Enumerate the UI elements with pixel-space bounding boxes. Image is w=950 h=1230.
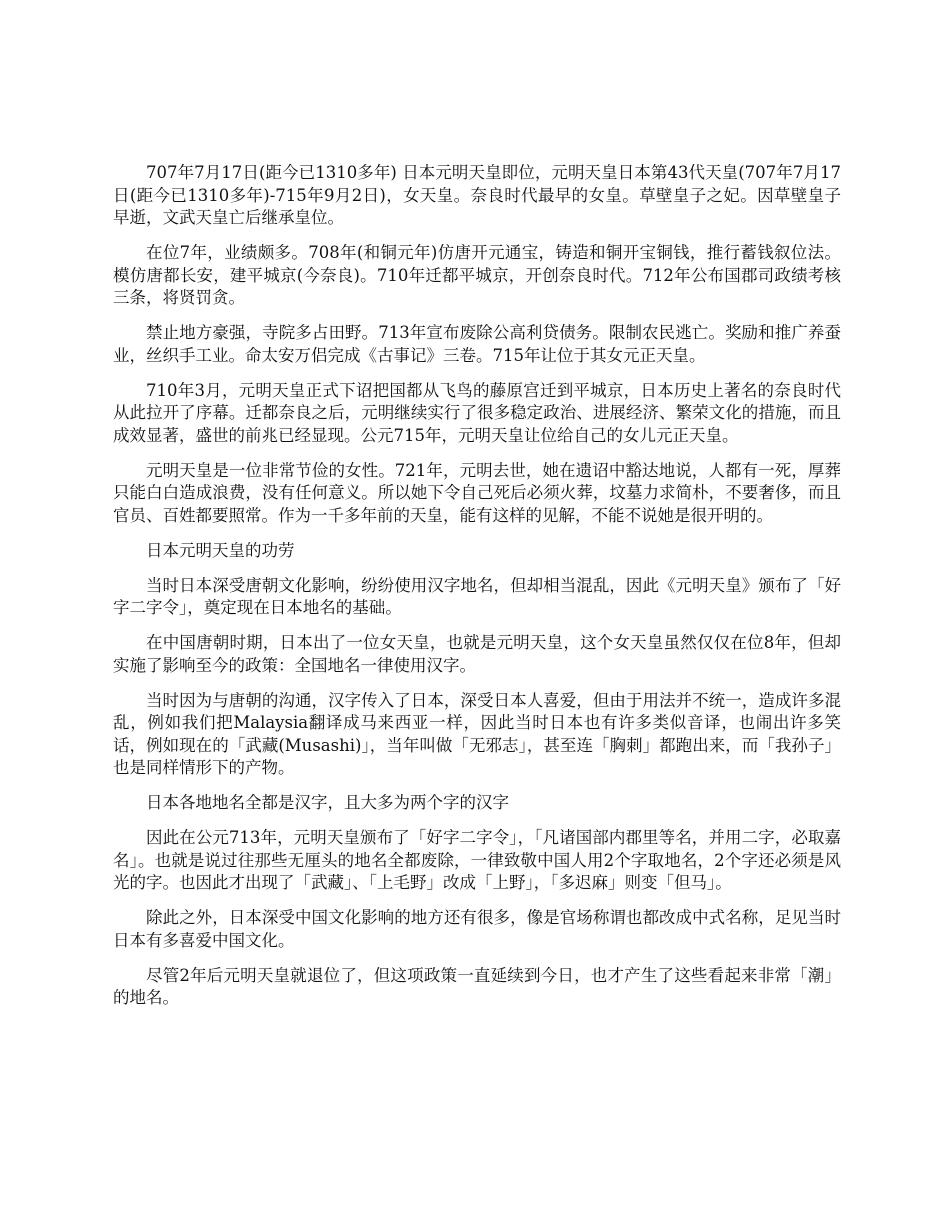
- paragraph-chinese-influence: 除此之外，日本深受中国文化影响的地方还有很多，像是官场称谓也都改成中式名称，足见当时日本有多喜爱中国文化。: [113, 908, 841, 950]
- paragraph-legacy: 尽管2年后元明天皇就退位了，但这项政策一直延续到今日，也才产生了这些看起来非常「潮」的地名。: [113, 965, 841, 1007]
- section-heading-merits: 日本元明天皇的功劳: [146, 540, 295, 560]
- paragraph-frugality: 元明天皇是一位非常节俭的女性。721年，元明去世，她在遗诏中豁达地说，人都有一死，厚葬只能白白造成浪费，没有任何意义。所以她下令自己死后必须火葬，坟墓力求简朴，不要奢侈，而且官员、百姓都要照常。作为一千多年前的天皇，能有这样的见解，不能不说她是很开明的。: [113, 460, 841, 525]
- document-body: [113, 162, 841, 1022]
- paragraph-achievements: 在位7年，业绩颇多。708年(和铜元年)仿唐开元通宝，铸造和铜开宝铜钱，推行蓄钱叙位法。模仿唐都长安，建平城京(今奈良)。710年迁都平城京，开创奈良时代。712年公布国郡司政绩考核三条，将贤罚贪。: [113, 243, 841, 307]
- paragraph-female-emperor: 在中国唐朝时期，日本出了一位女天皇，也就是元明天皇，这个女天皇虽然仅仅在位8年，但却实施了影响至今的政策：全国地名一律使用汉字。: [113, 633, 841, 675]
- paragraph-place-names-intro: 当时日本深受唐朝文化影响，纷纷使用汉字地名，但却相当混乱，因此《元明天皇》颁布了「好字二字令」，奠定现在日本地名的基础。: [113, 575, 841, 617]
- section-heading-two-characters: 日本各地地名全都是汉字，且大多为两个字的汉字: [146, 793, 509, 812]
- paragraph-two-character-decree: 因此在公元713年，元明天皇颁布了「好字二字令」，「凡诸国部内郡里等名，并用二字，必取嘉名」。也就是说过往那些无厘头的地名全都废除，一律致敬中国人用2个字取地名，2个字还必须是风光的字。也因此才出现了「武藏」、「上毛野」改成「上野」，「多迟麻」则变「但马」。: [113, 828, 841, 892]
- paragraph-transliteration: 当时因为与唐朝的沟通，汉字传入了日本，深受日本人喜爱，但由于用法并不统一，造成许多混乱，例如我们把Malaysia翻译成马来西亚一样，因此当时日本也有许多类似音译，也闹出许多笑话，例如现在的「武藏(Musashi)」，当年叫做「无邪志」，甚至连「胸刺」都跑出来，而「我孙子」也是同样情形下的产物。: [113, 690, 841, 777]
- paragraph-accession: 707年7月17日(距今已1310多年) 日本元明天皇即位，元明天皇日本第43代天皇(707年7月17日(距今已1310多年)-715年9月2日)，女天皇。奈良时代最早的女皇。草壁皇子之妃。因草壁皇子早逝，文武天皇亡后继承皇位。: [113, 163, 841, 227]
- paragraph-policies: 禁止地方豪强，寺院多占田野。713年宣布废除公高利贷债务。限制农民逃亡。奖励和推广养蚕业，丝织手工业。命太安万侣完成《古事记》三卷。715年让位于其女元正天皇。: [113, 323, 841, 365]
- paragraph-capital-move: 710年3月，元明天皇正式下诏把国都从飞鸟的藤原宫迁到平城京，日本历史上著名的奈良时代从此拉开了序幕。迁都奈良之后，元明继续实行了很多稳定政治、进展经济、繁荣文化的措施，而且成效显著，盛世的前兆已经显现。公元715年，元明天皇让位给自己的女儿元正天皇。: [113, 380, 841, 445]
